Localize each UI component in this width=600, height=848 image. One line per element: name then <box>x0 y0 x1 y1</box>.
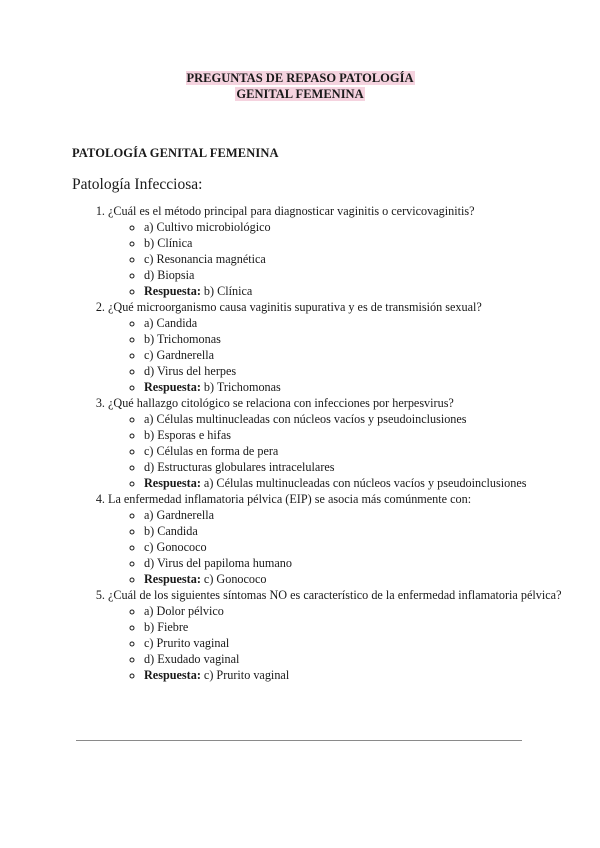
question-list <box>72 203 568 683</box>
answer-value: b) Trichomonas <box>203 380 281 394</box>
option-item: ◦ b) Esporas e hifas <box>144 427 568 443</box>
option-list <box>108 315 568 395</box>
answer-item <box>144 379 568 395</box>
option-item: ◦ c) Gonococo <box>144 539 568 555</box>
option-item: ◦ a) Gardnerella <box>144 507 568 523</box>
answer-item <box>144 571 568 587</box>
option-item: ◦ c) Gardnerella <box>144 347 568 363</box>
option-item: ◦ b) Candida <box>144 523 568 539</box>
option-item: ◦ d) Biopsia <box>144 267 568 283</box>
answer-item <box>144 475 568 491</box>
answer-label: Respuesta: <box>144 284 201 298</box>
question-item <box>108 587 568 683</box>
option-list <box>108 219 568 299</box>
option-item: ◦ a) Cultivo microbiológico <box>144 219 568 235</box>
option-item: ◦ c) Células en forma de pera <box>144 443 568 459</box>
option-list <box>108 411 568 491</box>
horizontal-divider <box>76 740 522 741</box>
option-list <box>108 603 568 683</box>
option-item: ◦ a) Células multinucleadas con núcleos vacíos y pseudoinclusiones <box>144 411 568 427</box>
answer-value: c) Gonococo <box>203 572 267 586</box>
document-title <box>0 70 600 102</box>
option-item: ◦ b) Trichomonas <box>144 331 568 347</box>
answer-value: c) Prurito vaginal <box>203 668 290 682</box>
option-list <box>108 507 568 587</box>
question-text: ¿Cuál de los siguientes síntomas NO es característico de la enfermedad inflamatoria pélvica? <box>108 588 562 602</box>
question-item <box>108 299 568 395</box>
option-item: ◦ b) Clínica <box>144 235 568 251</box>
answer-value: b) Clínica <box>203 284 253 298</box>
answer-item <box>144 667 568 683</box>
answer-label: Respuesta: <box>144 572 201 586</box>
question-text: ¿Cuál es el método principal para diagnosticar vaginitis o cervicovaginitis? <box>108 204 475 218</box>
option-item: ◦ d) Virus del herpes <box>144 363 568 379</box>
question-item <box>108 203 568 299</box>
option-item: ◦ a) Dolor pélvico <box>144 603 568 619</box>
option-item: ◦ c) Resonancia magnética <box>144 251 568 267</box>
option-item: ◦ d) Exudado vaginal <box>144 651 568 667</box>
option-item: ◦ a) Candida <box>144 315 568 331</box>
answer-label: Respuesta: <box>144 380 201 394</box>
document-title-line-2: GENITAL FEMENINA <box>236 87 364 101</box>
subsection-heading: Patología Infecciosa: <box>72 176 203 193</box>
option-item: ◦ d) Estructuras globulares intracelulares <box>144 459 568 475</box>
question-text: ¿Qué hallazgo citológico se relaciona con infecciones por herpesvirus? <box>108 396 454 410</box>
option-item: ◦ d) Virus del papiloma humano <box>144 555 568 571</box>
answer-item <box>144 283 568 299</box>
document-title-line-1: PREGUNTAS DE REPASO PATOLOGÍA <box>186 71 414 85</box>
option-item: ◦ b) Fiebre <box>144 619 568 635</box>
answer-label: Respuesta: <box>144 668 201 682</box>
answer-value: a) Células multinucleadas con núcleos vacíos y pseudoinclusiones <box>203 476 527 490</box>
question-text: ¿Qué microorganismo causa vaginitis supurativa y es de transmisión sexual? <box>108 300 482 314</box>
question-item <box>108 491 568 587</box>
question-text: La enfermedad inflamatoria pélvica (EIP) se asocia más comúnmente con: <box>108 492 472 506</box>
option-item: ◦ c) Prurito vaginal <box>144 635 568 651</box>
answer-label: Respuesta: <box>144 476 201 490</box>
section-heading: PATOLOGÍA GENITAL FEMENINA <box>72 146 279 160</box>
question-item <box>108 395 568 491</box>
